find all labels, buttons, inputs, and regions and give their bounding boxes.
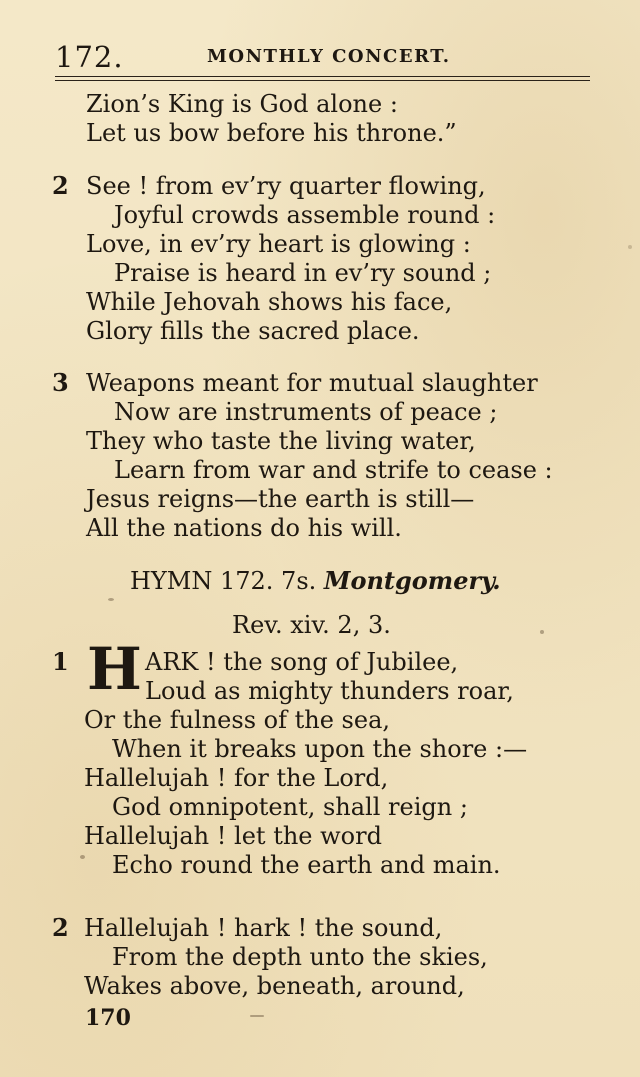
verse-line: Now are instruments of peace ; — [114, 398, 498, 426]
header-rule-thin — [55, 80, 590, 81]
scripture-reference: Rev. xiv. 2, 3. — [232, 611, 391, 639]
verse-line: ARK ! the song of Jubilee, — [145, 648, 459, 676]
verse-line: Echo round the earth and main. — [112, 851, 501, 879]
verse-line: While Jehovah shows his face, — [86, 288, 453, 316]
verse-line: Jesus reigns—the earth is still— — [86, 485, 475, 513]
hymn-author: Montgomery. — [323, 566, 501, 595]
verse-line: Hallelujah ! hark ! the sound, — [84, 914, 443, 942]
verse-line: Weapons meant for mutual slaughter — [86, 369, 538, 397]
verse-line: Hallelujah ! for the Lord, — [84, 764, 389, 792]
verse-number: 2 — [52, 171, 69, 200]
running-title: MONTHLY CONCERT. — [207, 46, 451, 67]
verse-line: Or the fulness of the sea, — [84, 706, 390, 734]
page-header — [55, 36, 595, 76]
verse-line: They who taste the living water, — [86, 427, 476, 455]
ink-speck — [108, 598, 114, 601]
verse-line: Loud as mighty thunders roar, — [145, 677, 514, 705]
verse-line: Learn from war and strife to cease : — [114, 456, 553, 484]
signature-mark: 170 — [85, 1005, 131, 1031]
hymn-heading — [130, 566, 501, 595]
verse-line: Glory fills the sacred place. — [86, 317, 420, 345]
header-rule — [55, 76, 590, 77]
verse-line: Zion’s King is God alone : — [86, 90, 398, 118]
verse-line: From the depth unto the skies, — [112, 943, 488, 971]
verse-line: When it breaks upon the shore :— — [112, 735, 528, 763]
hymn-title: HYMN 172. 7s. — [130, 567, 317, 595]
verse-line: Wakes above, beneath, around, — [84, 972, 465, 1000]
verse-number: 3 — [52, 368, 69, 397]
ink-speck — [540, 630, 544, 634]
verse-line: Praise is heard in ev’ry sound ; — [114, 259, 492, 287]
page-number: 172. — [55, 40, 124, 74]
drop-cap: H — [87, 635, 142, 703]
verse-line: God omnipotent, shall reign ; — [112, 793, 468, 821]
verse-line: Joyful crowds assemble round : — [114, 201, 496, 229]
verse-number: 2 — [52, 913, 69, 942]
verse-line: Let us bow before his throne.” — [86, 119, 457, 147]
verse-number: 1 — [52, 647, 69, 676]
verse-line: Hallelujah ! let the word — [84, 822, 382, 850]
verse-line: See ! from ev’ry quarter flowing, — [86, 172, 486, 200]
ink-speck — [80, 855, 85, 859]
verse-line: All the nations do his will. — [86, 514, 402, 542]
ink-speck — [250, 1015, 264, 1017]
verse-line: Love, in ev’ry heart is glowing : — [86, 230, 471, 258]
ink-speck — [628, 245, 632, 249]
